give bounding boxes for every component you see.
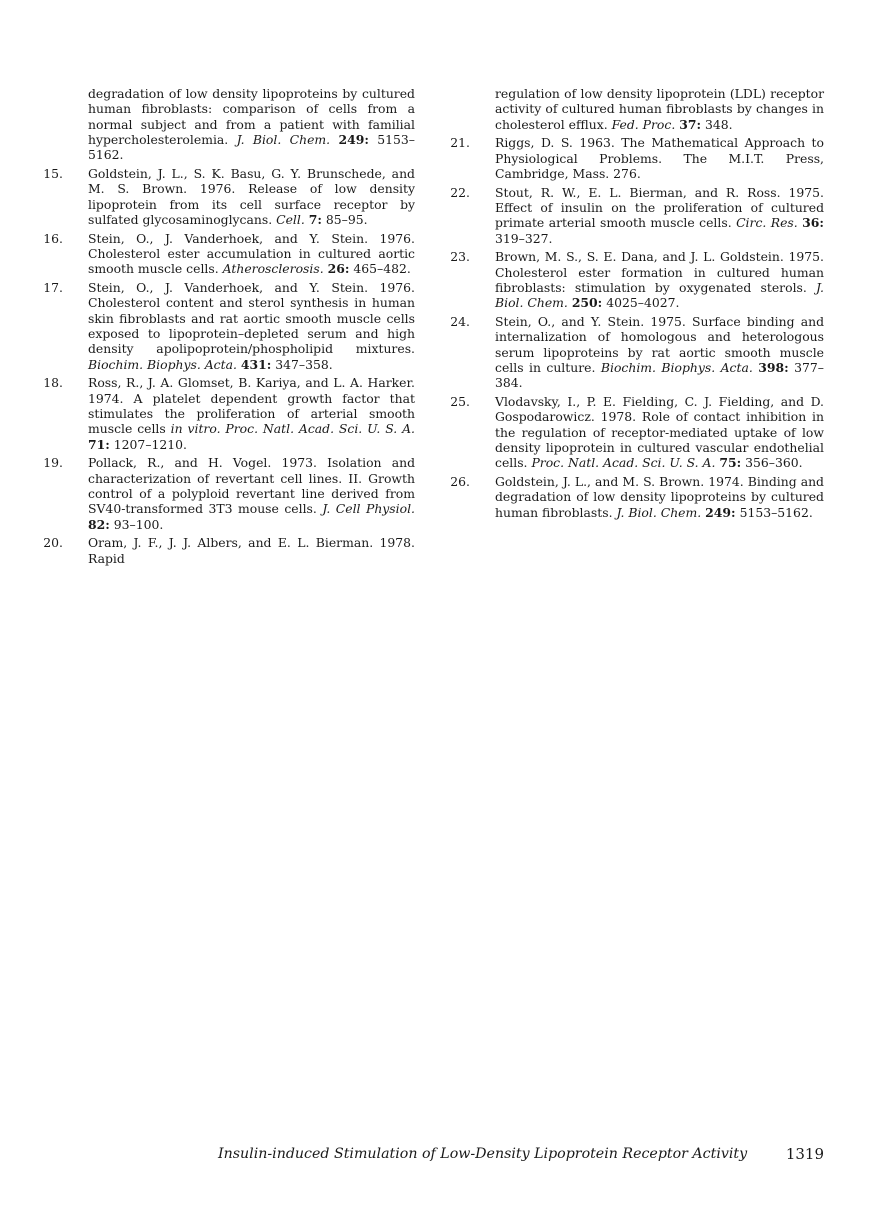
- journal-name: Cell.: [276, 211, 305, 227]
- journal-pages: 319–327.: [495, 230, 553, 246]
- reference-continuation: [448, 86, 824, 132]
- reference-number: 16.: [43, 230, 63, 246]
- reference-number: 15.: [43, 165, 63, 181]
- journal-pages: 356–360.: [745, 455, 803, 471]
- reference-17: [41, 280, 415, 372]
- journal-volume: 398:: [758, 360, 789, 376]
- reference-number: 18.: [43, 375, 63, 391]
- journal-volume: 431:: [240, 356, 272, 372]
- reference-text: Vlodavsky, I., P. E. Fielding, C. J. Fielding, and D. Gospodarowicz. 1978. Role of contact inhibition in the regulation of receptor-mediated uptake of low density lipoprotein in cultured vascular endothelial cells.: [495, 394, 824, 471]
- reference-18: [41, 375, 415, 451]
- reference-25: [448, 394, 824, 470]
- reference-number: 22.: [450, 184, 470, 200]
- page-number: 1319: [785, 1145, 824, 1163]
- journal-pages: 348.: [705, 116, 733, 132]
- in-vitro-phrase: in vitro.: [170, 421, 221, 437]
- reference-number: 23.: [450, 249, 470, 265]
- journal-volume: 7:: [308, 211, 322, 227]
- journal-volume: 75:: [719, 455, 742, 471]
- journal-name: J. Biol. Chem.: [616, 504, 702, 520]
- journal-name: Fed. Proc.: [611, 116, 676, 132]
- journal-name: J. Biol. Chem.: [495, 280, 824, 311]
- journal-volume: 26:: [327, 261, 350, 277]
- journal-volume: 249:: [705, 504, 736, 520]
- reference-number: 21.: [450, 135, 470, 151]
- reference-text: Oram, J. F., J. J. Albers, and E. L. Bierman. 1978. Rapid: [88, 535, 415, 566]
- reference-text: Brown, M. S., S. E. Dana, and J. L. Goldstein. 1975. Cholesterol ester formation in cultured human fibroblasts: stimulation by oxygenated sterols.: [495, 249, 824, 296]
- journal-volume: 249:: [338, 131, 369, 147]
- reference-text: Goldstein, J. L., S. K. Basu, G. Y. Brunschede, and M. S. Brown. 1976. Release of low density lipoprotein from its cell surface receptor by sulfated glycosaminoglycans.: [88, 165, 415, 227]
- reference-text: regulation of low density lipoprotein (LDL) receptor activity of cultured human fibroblasts by changes in cholesterol efflux.: [495, 86, 824, 132]
- reference-continuation: [41, 86, 415, 162]
- journal-volume: 37:: [679, 116, 702, 132]
- reference-text: Pollack, R., and H. Vogel. 1973. Isolation and characterization of revertant cell lines. II. Growth control of a polyploid revertant line derived from SV40-transformed 3T3 mouse cells.: [88, 455, 415, 517]
- reference-column-right: [448, 86, 824, 524]
- journal-pages: 465–482.: [353, 261, 411, 277]
- page-footer: [218, 1145, 824, 1163]
- journal-name: Proc. Natl. Acad. Sci. U. S. A.: [531, 455, 716, 471]
- journal-name: J. Biol. Chem.: [236, 131, 331, 147]
- reference-text: degradation of low density lipoproteins by cultured human fibroblasts: comparison of cells from a normal subject and from a patient with familial hypercholesterolemia.: [88, 86, 415, 147]
- reference-number: 24.: [450, 314, 470, 330]
- journal-name: J. Cell Physiol.: [322, 501, 415, 517]
- reference-number: 26.: [450, 474, 470, 490]
- reference-19: [41, 455, 415, 531]
- reference-column-left: [41, 86, 415, 569]
- reference-15: [41, 166, 415, 227]
- journal-pages: 1207–1210.: [113, 436, 187, 452]
- reference-16: [41, 231, 415, 277]
- journal-name: Biochim. Biophys. Acta.: [88, 356, 237, 372]
- journal-pages: 347–358.: [275, 356, 333, 372]
- journal-volume: 82:: [88, 516, 110, 532]
- reference-text: Stein, O., J. Vanderhoek, and Y. Stein. 1976. Cholesterol content and sterol synthesis in human skin fibroblasts and rat aortic smooth muscle cells exposed to lipoprotein–depleted serum and high density apolipoprotein/phospholipid mixtures.: [88, 280, 415, 357]
- reference-26: [448, 474, 824, 520]
- reference-number: 25.: [450, 394, 470, 410]
- reference-22: [448, 185, 824, 246]
- reference-24: [448, 314, 824, 390]
- running-title: Insulin-induced Stimulation of Low-Density Lipoprotein Receptor Activity: [218, 1146, 748, 1162]
- reference-21: [448, 135, 824, 181]
- reference-text: Stein, O., J. Vanderhoek, and Y. Stein. 1976. Cholesterol ester accumulation in cultured aortic smooth muscle cells.: [88, 230, 415, 277]
- reference-text: Goldstein, J. L., and M. S. Brown. 1974. Binding and degradation of low density lipoproteins by cultured human fibroblasts.: [495, 474, 824, 520]
- reference-text: Stein, O., and Y. Stein. 1975. Surface binding and internalization of homologous and heterologous serum lipoproteins by rat aortic smooth muscle cells in culture.: [495, 314, 824, 376]
- journal-pages: 5153–5162.: [739, 504, 813, 520]
- journal-pages: 5153–5162.: [88, 131, 415, 163]
- reference-20: [41, 535, 415, 566]
- journal-name: Circ. Res.: [736, 215, 798, 231]
- journal-pages: 377–384.: [495, 360, 824, 391]
- journal-volume: 250:: [571, 295, 603, 311]
- journal-name: Biochim. Biophys. Acta.: [600, 360, 753, 376]
- journal-volume: 36:: [802, 215, 824, 231]
- journal-pages: 93–100.: [113, 516, 164, 532]
- reference-number: 17.: [43, 280, 63, 296]
- reference-23: [448, 249, 824, 310]
- journal-volume: 71:: [88, 436, 110, 452]
- reference-text: Riggs, D. S. 1963. The Mathematical Approach to Physiological Problems. The M.I.T. Press, Cambridge, Mass. 276.: [495, 135, 824, 181]
- reference-number: 20.: [43, 535, 63, 551]
- journal-pages: 85–95.: [325, 211, 368, 227]
- reference-text: Ross, R., J. A. Glomset, B. Kariya, and L. A. Harker. 1974. A platelet dependent growth factor that stimulates the proliferation of arterial smooth muscle cells: [88, 375, 415, 437]
- reference-text: Stout, R. W., E. L. Bierman, and R. Ross. 1975. Effect of insulin on the proliferation of cultured primate arterial smooth muscle cells.: [495, 184, 824, 231]
- reference-number: 19.: [43, 455, 63, 471]
- journal-pages: 4025–4027.: [606, 295, 680, 311]
- journal-name: Proc. Natl. Acad. Sci. U. S. A.: [225, 421, 415, 437]
- journal-name: Atherosclerosis.: [222, 261, 324, 277]
